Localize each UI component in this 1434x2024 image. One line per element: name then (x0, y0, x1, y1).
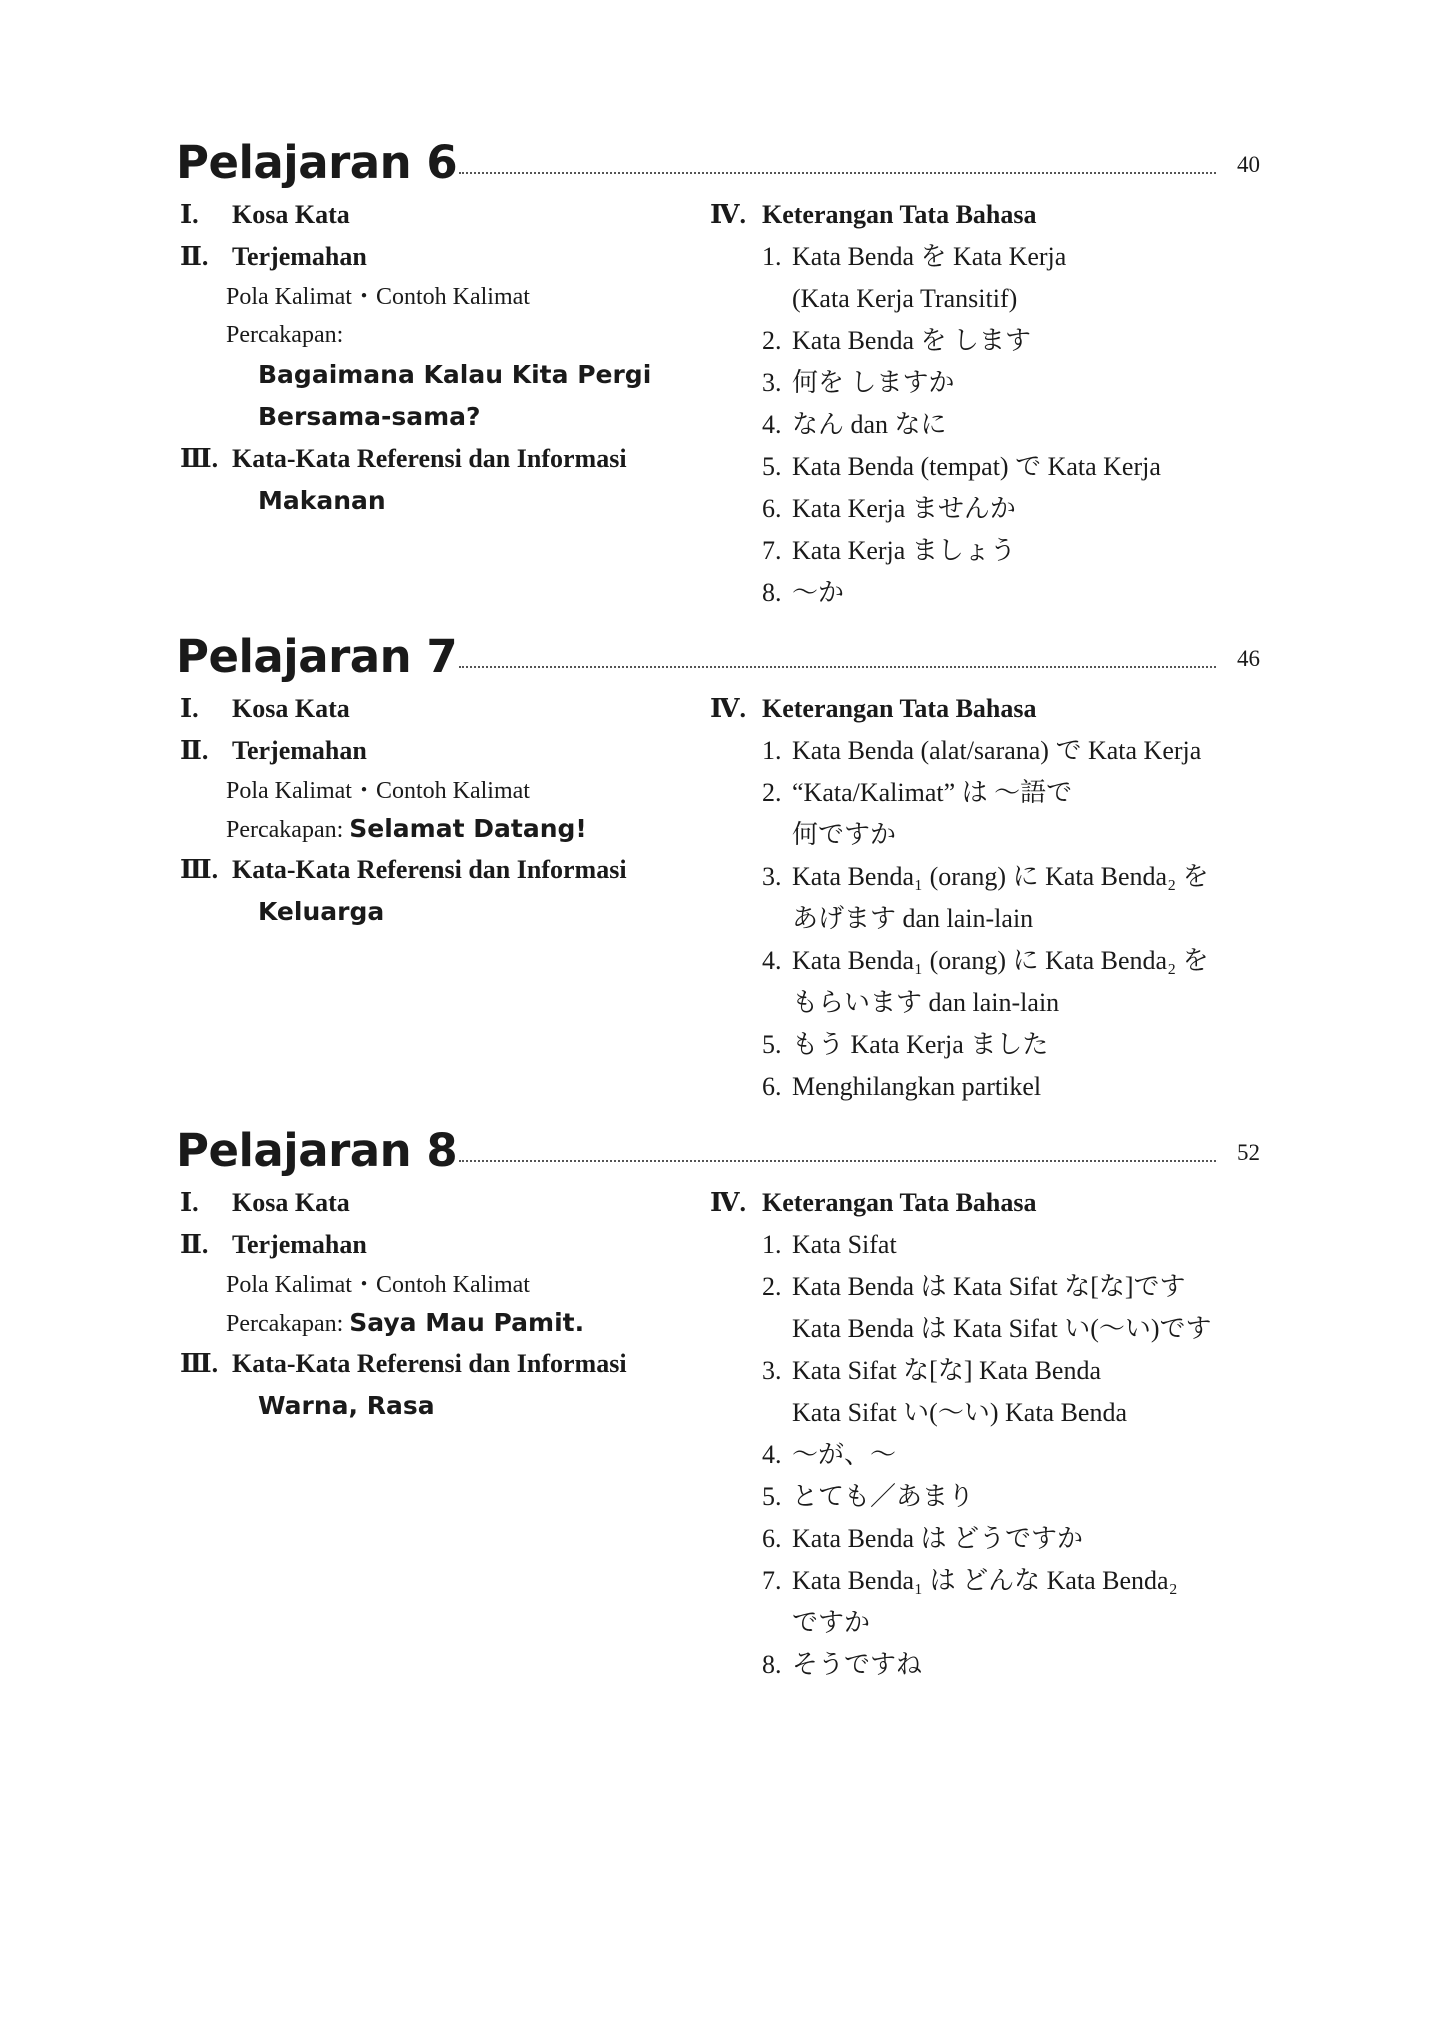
lesson-header (176, 626, 1260, 688)
section-label: Kata-Kata Referensi dan Informasi (232, 855, 627, 884)
lesson-title: Pelajaran 7 (176, 630, 458, 683)
grammar-item: 1. Kata Sifat (762, 1230, 897, 1259)
roman-numeral: Ⅱ. (180, 736, 209, 765)
lesson-header (176, 1120, 1260, 1182)
grammar-item: 6. Kata Benda は どうですか (762, 1524, 1084, 1553)
sub-item-pola-kalimat: Pola Kalimat・Contoh Kalimat (226, 284, 530, 310)
lesson-6 (176, 132, 1260, 607)
page-number: 40 (1237, 152, 1260, 177)
reference-topic: Keluarga (258, 897, 385, 926)
section-terjemahan (176, 1224, 696, 1266)
roman-numeral: Ⅰ. (180, 1188, 199, 1217)
section-label: Kosa Kata (232, 694, 350, 723)
lesson-title: Pelajaran 8 (176, 1124, 458, 1177)
section-label: Keterangan Tata Bahasa (762, 694, 1037, 723)
left-column (176, 688, 696, 933)
grammar-item: 5. もう Kata Kerja ました (762, 1030, 1049, 1059)
left-column (176, 1182, 696, 1427)
grammar-item: 7. Kata Kerja ましょう (762, 536, 1016, 565)
roman-numeral: Ⅱ. (180, 242, 209, 271)
conversation-label: Percakapan: (226, 1311, 344, 1337)
reference-topic: Warna, Rasa (258, 1391, 435, 1420)
right-column (706, 688, 1266, 1108)
grammar-item: 5. Kata Benda (tempat) で Kata Kerja (762, 452, 1161, 481)
conversation-title: Selamat Datang! (349, 814, 587, 843)
roman-numeral: Ⅰ. (180, 694, 199, 723)
section-label: Kosa Kata (232, 200, 350, 229)
conversation-title: Saya Mau Pamit. (349, 1308, 585, 1337)
roman-numeral: Ⅲ. (180, 1349, 219, 1378)
lesson-title: Pelajaran 6 (176, 136, 458, 189)
grammar-item-continued: (Kata Kerja Transitif) (792, 284, 1018, 313)
grammar-item: 6. Menghilangkan partikel (762, 1072, 1042, 1101)
conversation-title-line1: Bagaimana Kalau Kita Pergi (258, 360, 652, 389)
grammar-item: 8. そうですね (762, 1650, 923, 1679)
grammar-item-continued: 何ですか (792, 820, 897, 849)
grammar-item: 3. Kata Benda₁ (orang) に Kata Benda₂ を (762, 862, 1209, 891)
grammar-item: 2. Kata Benda は Kata Sifat な[な]です (762, 1272, 1186, 1301)
section-kosa-kata (176, 194, 696, 236)
conversation-title-line2: Bersama-sama? (258, 402, 481, 431)
roman-numeral: Ⅱ. (180, 1230, 209, 1259)
section-kosa-kata (176, 1182, 696, 1224)
section-referensi (176, 438, 696, 480)
lesson-header (176, 132, 1260, 194)
section-label: Kosa Kata (232, 1188, 350, 1217)
section-terjemahan (176, 730, 696, 772)
lesson-8 (176, 1120, 1260, 1679)
grammar-item: 3. Kata Sifat な[な] Kata Benda (762, 1356, 1102, 1385)
roman-numeral: Ⅳ. (710, 1188, 747, 1217)
section-referensi (176, 1343, 696, 1385)
grammar-item: 4. Kata Benda₁ (orang) に Kata Benda₂ を (762, 946, 1209, 975)
grammar-item-continued: もらいます dan lain-lain (792, 988, 1060, 1017)
sub-item-percakapan: Percakapan: (226, 322, 344, 348)
grammar-item: 4. なん dan なに (762, 410, 947, 439)
section-kosa-kata (176, 688, 696, 730)
reference-topic: Makanan (258, 486, 386, 515)
section-label: Terjemahan (232, 1230, 367, 1259)
section-terjemahan (176, 236, 696, 278)
right-column (706, 194, 1266, 614)
right-column (706, 1182, 1266, 1686)
section-tata-bahasa (706, 688, 1266, 730)
grammar-item-continued: ですか (792, 1608, 871, 1637)
section-label: Kata-Kata Referensi dan Informasi (232, 444, 627, 473)
section-label: Kata-Kata Referensi dan Informasi (232, 1349, 627, 1378)
leader-dots (459, 172, 1216, 174)
roman-numeral: Ⅳ. (710, 200, 747, 229)
grammar-item: 4. ～が、～ (762, 1440, 897, 1469)
leader-dots (459, 666, 1216, 668)
grammar-item: 7. Kata Benda₁ は どんな Kata Benda₂ (762, 1566, 1178, 1595)
grammar-item: 5. とても／あまり (762, 1482, 975, 1511)
section-label: Keterangan Tata Bahasa (762, 1188, 1037, 1217)
leader-dots (459, 1160, 1216, 1162)
conversation-label: Percakapan: (226, 817, 344, 843)
section-tata-bahasa (706, 194, 1266, 236)
sub-item-percakapan (176, 1304, 696, 1343)
grammar-item: 2. Kata Benda を します (762, 326, 1032, 355)
section-label: Terjemahan (232, 736, 367, 765)
sub-item-pola-kalimat: Pola Kalimat・Contoh Kalimat (226, 778, 530, 804)
roman-numeral: Ⅰ. (180, 200, 199, 229)
left-column (176, 194, 696, 522)
section-tata-bahasa (706, 1182, 1266, 1224)
sub-item-pola-kalimat: Pola Kalimat・Contoh Kalimat (226, 1272, 530, 1298)
grammar-item: 3. 何を しますか (762, 368, 955, 397)
grammar-item: 1. Kata Benda を Kata Kerja (762, 242, 1067, 271)
roman-numeral: Ⅲ. (180, 444, 219, 473)
section-referensi (176, 849, 696, 891)
section-label: Keterangan Tata Bahasa (762, 200, 1037, 229)
section-label: Terjemahan (232, 242, 367, 271)
grammar-item-continued: あげます dan lain-lain (792, 904, 1034, 933)
grammar-item: 8. ～か (762, 578, 845, 607)
grammar-item-continued: Kata Benda は Kata Sifat い(～い)です (792, 1314, 1212, 1343)
grammar-item-continued: Kata Sifat い(～い) Kata Benda (792, 1398, 1128, 1427)
roman-numeral: Ⅲ. (180, 855, 219, 884)
grammar-item: 1. Kata Benda (alat/sarana) で Kata Kerja (762, 736, 1202, 765)
page-number: 52 (1237, 1140, 1260, 1165)
grammar-item: 6. Kata Kerja ませんか (762, 494, 1016, 523)
sub-item-percakapan (176, 810, 696, 849)
page-number: 46 (1237, 646, 1260, 671)
lesson-7 (176, 626, 1260, 1101)
roman-numeral: Ⅳ. (710, 694, 747, 723)
grammar-item: 2. “Kata/Kalimat” は ～語で (762, 778, 1073, 807)
